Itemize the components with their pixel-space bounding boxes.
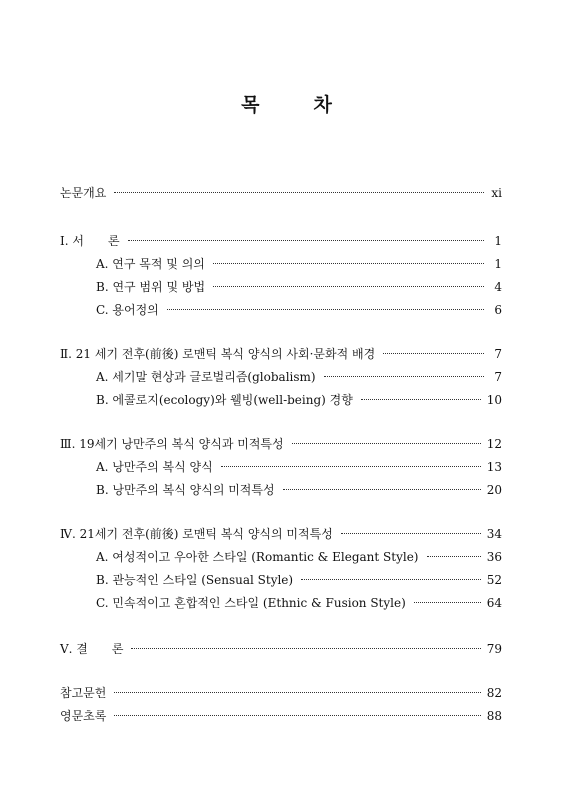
- toc-section-1b[interactable]: [96, 278, 502, 296]
- toc-entry-label: 참고문헌: [60, 686, 107, 700]
- toc-section-3a[interactable]: [96, 458, 502, 476]
- title-left-char: 목: [241, 94, 262, 116]
- toc-chapter-3[interactable]: [60, 435, 502, 453]
- toc-entry-page: xi: [491, 186, 502, 200]
- toc-entry-references[interactable]: [60, 684, 502, 702]
- dot-leader: [114, 192, 484, 193]
- toc-entry-page: 1: [494, 234, 502, 248]
- toc-entry-page: 7: [494, 347, 502, 361]
- toc-entry-label: A. 여성적이고 우아한 스타일 (Romantic & Elegant Style): [96, 550, 419, 564]
- dot-leader: [213, 263, 484, 264]
- toc-section-4a[interactable]: [96, 548, 502, 566]
- dot-leader: [361, 399, 481, 400]
- dot-leader: [301, 579, 481, 580]
- toc-entry-page: 34: [486, 527, 502, 541]
- dot-leader: [131, 648, 480, 649]
- toc-entry-label: Ⅳ. 21세기 전후(前後) 로맨틱 복식 양식의 미적특성: [60, 527, 333, 541]
- page-title: [0, 90, 575, 117]
- dot-leader: [128, 240, 484, 241]
- toc-entry-page: 6: [494, 303, 502, 317]
- toc-entry-label: B. 낭만주의 복식 양식의 미적특성: [96, 483, 275, 497]
- toc-entry-label: C. 용어정의: [96, 303, 159, 317]
- toc-entry-abstract[interactable]: [60, 184, 502, 202]
- toc-section-2a[interactable]: [96, 368, 502, 386]
- toc-entry-page: 13: [486, 460, 502, 474]
- toc-section-4c[interactable]: [96, 594, 502, 612]
- toc-entry-label: Ⅰ. 서 론: [60, 234, 120, 248]
- toc-entry-label: Ⅱ. 21 세기 전후(前後) 로맨틱 복식 양식의 사회·문화적 배경: [60, 347, 376, 361]
- toc-entry-page: 79: [486, 642, 502, 656]
- toc-entry-label: Ⅲ. 19세기 낭만주의 복식 양식과 미적특성: [60, 437, 284, 451]
- toc-entry-english-abstract[interactable]: [60, 707, 502, 725]
- toc-entry-page: 1: [494, 257, 502, 271]
- dot-leader: [114, 692, 480, 693]
- toc-entry-page: 82: [486, 686, 502, 700]
- toc-entry-label: C. 민속적이고 혼합적인 스타일 (Ethnic & Fusion Style): [96, 596, 406, 610]
- toc-entry-label: A. 연구 목적 및 의의: [96, 257, 205, 271]
- dot-leader: [324, 376, 484, 377]
- toc-entry-label: B. 에콜로지(ecology)와 웰빙(well-being) 경향: [96, 393, 353, 407]
- toc-section-2b[interactable]: [96, 391, 502, 409]
- dot-leader: [414, 602, 481, 603]
- dot-leader: [427, 556, 481, 557]
- dot-leader: [292, 443, 481, 444]
- toc-section-1a[interactable]: [96, 255, 502, 273]
- toc-entry-page: 36: [486, 550, 502, 564]
- toc-section-4b[interactable]: [96, 571, 502, 589]
- dot-leader: [383, 353, 484, 354]
- dot-leader: [114, 715, 480, 716]
- toc-chapter-4[interactable]: [60, 525, 502, 543]
- dot-leader: [341, 533, 481, 534]
- toc-entry-page: 20: [486, 483, 502, 497]
- toc-entry-page: 64: [486, 596, 502, 610]
- toc-entry-label: A. 낭만주의 복식 양식: [96, 460, 213, 474]
- toc-entry-page: 12: [486, 437, 502, 451]
- toc-entry-page: 52: [486, 573, 502, 587]
- toc-entry-page: 10: [486, 393, 502, 407]
- toc-entry-label: 영문초록: [60, 709, 107, 723]
- toc-entry-page: 4: [494, 280, 502, 294]
- toc-entry-page: 7: [494, 370, 502, 384]
- toc-entry-label: B. 관능적인 스타일 (Sensual Style): [96, 573, 294, 587]
- toc-entry-label: 논문개요: [60, 186, 107, 200]
- toc-entry-label: B. 연구 범위 및 방법: [96, 280, 206, 294]
- toc-section-1c[interactable]: [96, 301, 502, 319]
- toc-chapter-5[interactable]: [60, 640, 502, 658]
- dot-leader: [221, 466, 481, 467]
- dot-leader: [167, 309, 484, 310]
- toc-entry-page: 88: [486, 709, 502, 723]
- dot-leader: [213, 286, 484, 287]
- dot-leader: [283, 489, 481, 490]
- toc-entry-label: Ⅴ. 결 론: [60, 642, 124, 656]
- toc-chapter-1[interactable]: [60, 232, 502, 250]
- toc-section-3b[interactable]: [96, 481, 502, 499]
- toc-entry-label: A. 세기말 현상과 글로벌리즘(globalism): [96, 370, 316, 384]
- toc-chapter-2[interactable]: [60, 345, 502, 363]
- title-right-char: 차: [313, 94, 334, 116]
